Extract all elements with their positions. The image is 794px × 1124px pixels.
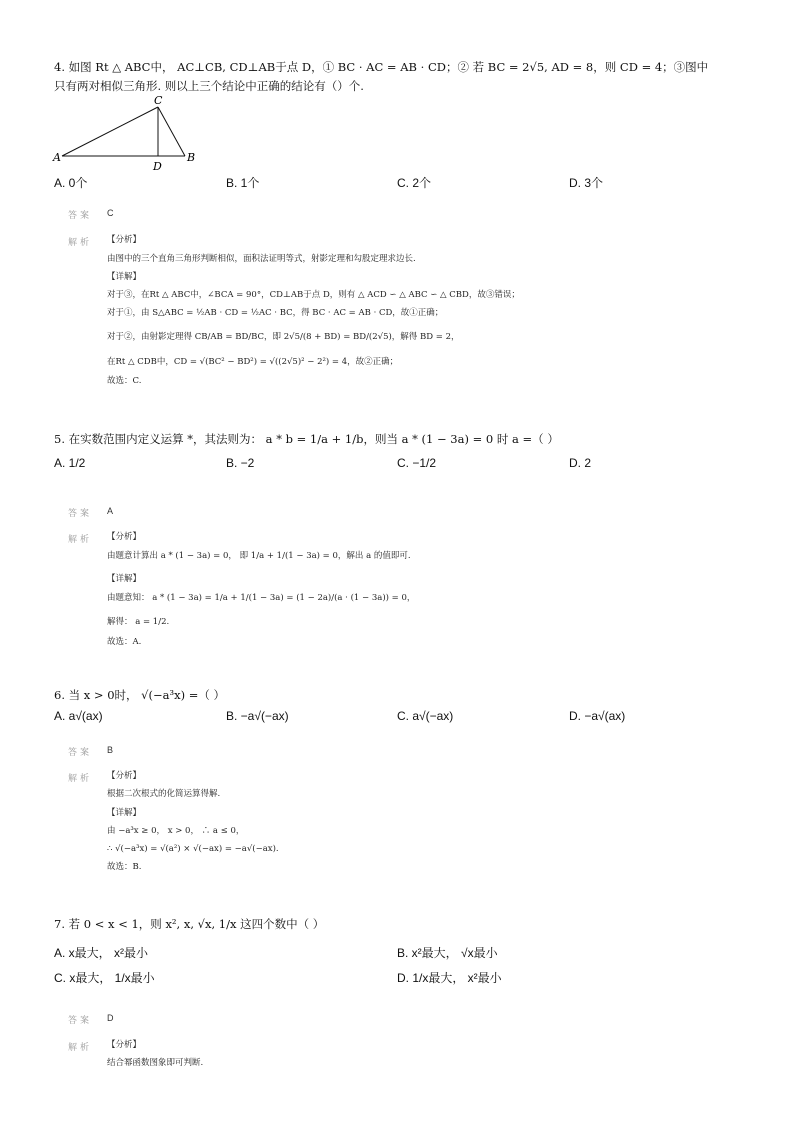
q7-option-c[interactable]: C. x最大， 1/x最小 — [54, 971, 155, 985]
q7-analysis-line: 【分析】 — [107, 1040, 142, 1050]
q5-analysis-line: 由题意知： a * (1 − 3a) = 1/a + 1/(1 − 3a) = (1 − 2a)/(a · (1 − 3a)) = 0， — [107, 593, 416, 603]
q5-analysis-line: 故选：A. — [107, 637, 142, 647]
q4-answer: C — [107, 208, 114, 218]
q4-analysis-line: 【详解】 — [107, 272, 142, 282]
q7-option-d[interactable]: D. 1/x最大， x²最小 — [397, 971, 502, 985]
vertex-d-label: D — [153, 160, 162, 172]
q4-triangle-figure — [52, 92, 212, 172]
q5-analysis-line: 【分析】 — [107, 532, 142, 542]
q5-answer-tag: 答案 — [68, 508, 93, 518]
q4-analysis-line: 【分析】 — [107, 235, 142, 245]
q4-answer-tag: 答案 — [68, 210, 93, 220]
q4-analysis-line: 由图中的三个直角三角形判断相似，面积法证明等式，射影定理和勾股定理求边长. — [107, 254, 416, 264]
q5-option-c[interactable]: C. −1/2 — [397, 456, 437, 470]
q5-option-d[interactable]: D. 2 — [569, 456, 592, 470]
q6-analysis-line: 根据二次根式的化简运算得解. — [107, 789, 221, 799]
q7-answer: D — [107, 1013, 114, 1023]
q6-answer: B — [107, 745, 114, 755]
q6-analysis-line: ∴ √(−a³x) = √(a²) × √(−ax) = −a√(−ax). — [107, 844, 279, 854]
q4-stem-line1: 4. 如图 Rt △ ABC中， AC⊥CB, CD⊥AB于点 D，① BC · AC = AB · CD；② 若 BC = 2√5, AD = 8，则 CD = 4；③图中 — [54, 60, 709, 74]
q4-option-d[interactable]: D. 3个 — [569, 176, 604, 190]
q4-option-a[interactable]: A. 0个 — [54, 176, 88, 190]
q4-analysis-line: 在Rt △ CDB中，CD = √(BC² − BD²) = √((2√5)² − 2²) = 4，故②正确； — [107, 357, 399, 367]
q6-stem: 6. 当 x > 0时， √(−a³x) =（ ） — [54, 688, 226, 702]
q4-analysis-line: 对于②，由射影定理得 CB/AB = BD/BC，即 2√5/(8 + BD) = BD/(2√5)，解得 BD = 2， — [107, 332, 460, 342]
q7-option-a[interactable]: A. x最大， x²最小 — [54, 946, 149, 960]
q4-analysis-line: 故选：C. — [107, 376, 142, 386]
q4-analysis-line: 对于③，在Rt △ ABC中，∠BCA = 90°，CD⊥AB于点 D，则有 △ ACD ∽ △ ABC ∽ △ CBD，故③错误； — [107, 290, 520, 300]
q5-analysis-tag: 解析 — [68, 534, 93, 544]
q6-option-d[interactable]: D. −a√(ax) — [569, 709, 626, 723]
q4-analysis-tag: 解析 — [68, 237, 93, 247]
q6-analysis-line: 故选：B. — [107, 862, 142, 872]
q5-analysis-line: 由题意计算出 a * (1 − 3a) = 0， 即 1/a + 1/(1 − 3a) = 0，解出 a 的值即可. — [107, 551, 411, 561]
q7-stem: 7. 若 0 < x < 1，则 x², x, √x, 1/x 这四个数中（ ） — [54, 917, 325, 931]
q6-analysis-line: 【分析】 — [107, 771, 142, 781]
q4-analysis-line: 对于①，由 S△ABC = ½AB · CD = ½AC · BC，得 BC · AC = AB · CD，故①正确； — [107, 308, 444, 318]
q5-stem: 5. 在实数范围内定义运算 *，其法则为： a * b = 1/a + 1/b，则当 a * (1 − 3a) = 0 时 a =（ ） — [54, 432, 559, 446]
q4-stem-line2: 只有两对相似三角形. 则以上三个结论中正确的结论有（）个. — [54, 79, 364, 93]
q6-analysis-line: 【详解】 — [107, 808, 142, 818]
q5-answer: A — [107, 506, 114, 516]
q7-analysis-tag: 解析 — [68, 1042, 93, 1052]
vertex-c-label: C — [154, 94, 163, 107]
q4-option-b[interactable]: B. 1个 — [226, 176, 260, 190]
q6-option-a[interactable]: A. a√(ax) — [54, 709, 103, 723]
q6-answer-tag: 答案 — [68, 747, 93, 757]
q5-analysis-line: 解得： a = 1/2. — [107, 617, 170, 627]
q6-option-b[interactable]: B. −a√(−ax) — [226, 709, 289, 723]
vertex-a-label: A — [53, 151, 61, 164]
vertex-b-label: B — [187, 151, 196, 164]
q7-answer-tag: 答案 — [68, 1015, 93, 1025]
q6-option-c[interactable]: C. a√(−ax) — [397, 709, 454, 723]
q7-analysis-line: 结合幂函数图象即可判断. — [107, 1058, 204, 1068]
q5-option-b[interactable]: B. −2 — [226, 456, 255, 470]
q4-option-c[interactable]: C. 2个 — [397, 176, 432, 190]
q7-option-b[interactable]: B. x²最大， √x最小 — [397, 946, 498, 960]
q6-analysis-tag: 解析 — [68, 773, 93, 783]
q6-analysis-line: 由 −a³x ≥ 0， x > 0， ∴ a ≤ 0， — [107, 826, 245, 836]
q5-option-a[interactable]: A. 1/2 — [54, 456, 86, 470]
q5-analysis-line: 【详解】 — [107, 574, 142, 584]
